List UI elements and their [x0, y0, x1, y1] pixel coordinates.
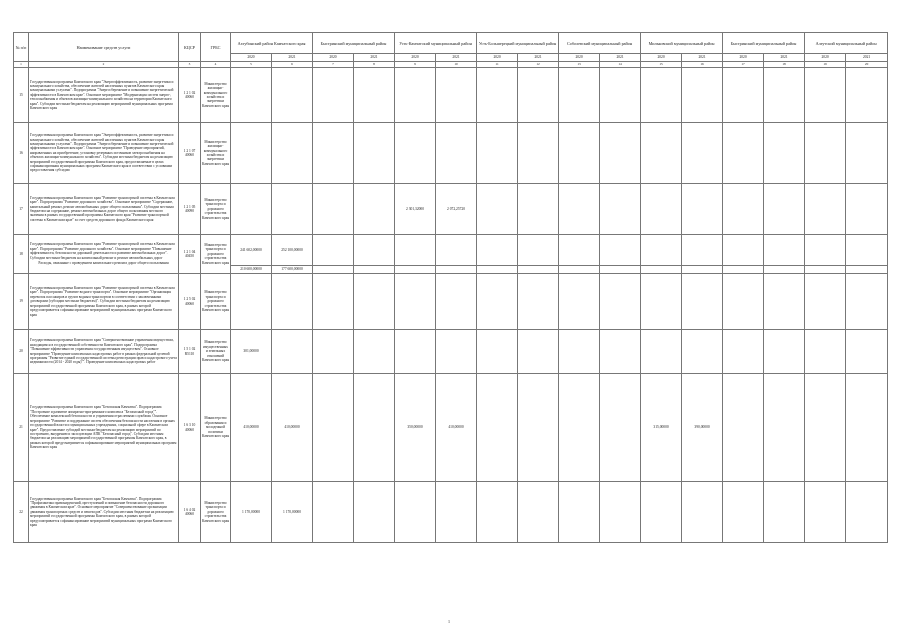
- column-number: 5: [231, 62, 272, 68]
- value-cell: [682, 330, 723, 374]
- description-text: Государственная программа Камчатского края "Развитие транспортной системы в Камчатском крае". Подпрограмма "Развитие дорожного хозяйства". Основное мероприятие "Содержание, капитальный ремонт, ремонт автомобильных дорог общего пользования". Субсидии местным бюджетам на содержание, ремонт автомобильных дорог общего пользования местного значения в рамках государственной программы Камчатского края "Развитие транспортной системы в Камчатском крае" за счет средств дорожного фонда Камчатского края: [30, 195, 175, 222]
- value-cell: [518, 68, 559, 123]
- value-cell: [518, 274, 559, 330]
- value-cell: [477, 235, 518, 266]
- year-header: 2020: [395, 54, 436, 62]
- column-number: 10: [436, 62, 477, 68]
- column-number: 3: [179, 62, 201, 68]
- value-cell: [641, 274, 682, 330]
- value-cell: [600, 235, 641, 266]
- value-cell: [764, 482, 805, 543]
- value-cell: [723, 374, 764, 482]
- value-cell: [518, 482, 559, 543]
- row-responsible: Министерство жилищно-коммунального хозяйства и энергетики Камчатского края: [201, 68, 231, 123]
- value-cell: [354, 374, 395, 482]
- year-header: 2020: [313, 54, 354, 62]
- row-responsible: Министерство транспорта и дорожного строительства Камчатского края: [201, 274, 231, 330]
- header-row: [14, 33, 888, 54]
- value-cell: [313, 68, 354, 123]
- district-header: Мильковский муниципальный район: [641, 33, 723, 54]
- table-row: [14, 482, 888, 543]
- col-name-header: Наименование средств услуги: [29, 33, 179, 62]
- value-cell: [846, 123, 888, 184]
- value-cell: [600, 482, 641, 543]
- row-description: [29, 482, 179, 543]
- year-header: 2020: [231, 54, 272, 62]
- value-cell: [354, 235, 395, 266]
- row-responsible: Министерство жилищно-коммунального хозяйства и энергетики Камчатского края: [201, 123, 231, 184]
- value-cell: [518, 123, 559, 184]
- value-cell: [518, 235, 559, 266]
- value-cell: 210 600,00000: [231, 266, 272, 274]
- value-cell: [600, 123, 641, 184]
- row-kbk: 1 2 1 05 40090: [179, 184, 201, 235]
- row-description: [29, 68, 179, 123]
- row-description: [29, 123, 179, 184]
- value-cell: [436, 274, 477, 330]
- description-text: Государственная программа Камчатского края "Развитие транспортной системы в Камчатском крае". Подпрограмма "Развитие дорожного хозяйства". Основное мероприятие "Повышение эффективности, безопасности дорожной деятельности и развитие автомобильных дорог". Субсидии местным бюджетам на капитальный ремонт и ремонт автомобильных дорог: [30, 242, 175, 260]
- value-cell: [231, 274, 272, 330]
- column-number: 1: [14, 62, 29, 68]
- value-cell: [436, 123, 477, 184]
- district-header: Быстринский муниципальный район: [313, 33, 395, 54]
- value-cell: [641, 184, 682, 235]
- value-cell: [477, 482, 518, 543]
- value-cell: [559, 266, 600, 274]
- year-header: 2020: [805, 54, 846, 62]
- column-number: 6: [272, 62, 313, 68]
- value-cell: [846, 184, 888, 235]
- column-number: 12: [518, 62, 559, 68]
- value-cell: [764, 274, 805, 330]
- value-cell: [518, 266, 559, 274]
- value-cell: [518, 330, 559, 374]
- table-row: [14, 374, 888, 482]
- value-cell: [559, 68, 600, 123]
- col-kbk-header: КЦСР: [179, 33, 201, 62]
- value-cell: [559, 235, 600, 266]
- value-cell: 301,00000: [231, 330, 272, 374]
- value-cell: [477, 266, 518, 274]
- column-number: 20: [846, 62, 888, 68]
- description-text: Государственная программа Камчатского края "Развитие транспортной системы в Камчатском крае". Подпрограмма "Развитие водного транспорта". Основное мероприятие "Организация перевозок пассажиров и грузов водным транспортом в соответствии с заключенными договорами (субсидии местным бюджетам)". Субсидии местным бюджетам на реализацию мероприятий государственной программы Камчатского края, в рамках которой предусматривается софинансирование мероприятий муниципальных программ Камчатского края: [30, 286, 175, 317]
- value-cell: [805, 274, 846, 330]
- year-header: 2021: [682, 54, 723, 62]
- value-cell: [682, 235, 723, 266]
- row-kbk: 1 2 1 02 40060: [179, 68, 201, 123]
- value-cell: [395, 235, 436, 266]
- value-cell: [436, 68, 477, 123]
- value-cell: [600, 184, 641, 235]
- district-header: Алеутский муниципальный район: [805, 33, 888, 54]
- value-cell: [600, 266, 641, 274]
- row-description: [29, 374, 179, 482]
- value-cell: [805, 266, 846, 274]
- value-cell: [846, 330, 888, 374]
- column-number: 8: [354, 62, 395, 68]
- value-cell: [559, 374, 600, 482]
- value-cell: [805, 68, 846, 123]
- district-header: Усть-Камчатский муниципальный район: [395, 33, 477, 54]
- value-cell: [805, 330, 846, 374]
- column-number: 7: [313, 62, 354, 68]
- column-number: 13: [559, 62, 600, 68]
- year-header: 2020: [559, 54, 600, 62]
- value-cell: [641, 330, 682, 374]
- column-number: 18: [764, 62, 805, 68]
- row-number: 22: [14, 482, 29, 543]
- value-cell: [764, 68, 805, 123]
- value-cell: [600, 274, 641, 330]
- value-cell: [436, 482, 477, 543]
- value-cell: [846, 235, 888, 266]
- year-header: 2021: [272, 54, 313, 62]
- col-num-header: № п/п: [14, 33, 29, 62]
- value-cell: [313, 482, 354, 543]
- value-cell: [682, 266, 723, 274]
- table-row: [14, 274, 888, 330]
- year-header: 2021: [764, 54, 805, 62]
- value-cell: [436, 266, 477, 274]
- district-header: Ахтубинский район Камчатского края: [231, 33, 313, 54]
- column-number: 2: [29, 62, 179, 68]
- value-cell: [477, 123, 518, 184]
- value-cell: [436, 235, 477, 266]
- year-header: 2021: [600, 54, 641, 62]
- table-body: [14, 68, 888, 543]
- value-cell: [723, 330, 764, 374]
- table-row: [14, 123, 888, 184]
- column-number: 14: [600, 62, 641, 68]
- value-cell: [682, 184, 723, 235]
- value-cell: [600, 374, 641, 482]
- value-cell: [395, 68, 436, 123]
- value-cell: [641, 68, 682, 123]
- row-responsible: Министерство транспорта и дорожного строительства Камчатского края: [201, 482, 231, 543]
- description-text: Государственная программа Камчатского края "Совершенствование управления имуществом, находящимся в государственной собственности Камчатского края". Подпрограмма "Повышение эффективности управления государственным имуществом". Основное мероприятие "Проведение комплексных кадастровых работ в рамках федеральной целевой программы "Развитие единой государственной системы регистрации прав и кадастрового учета недвижимости (2014 - 2020 годы)"". Проведение комплексных кадастровых работ: [30, 338, 177, 365]
- value-cell: [436, 330, 477, 374]
- row-number: 21: [14, 374, 29, 482]
- column-number: 15: [641, 62, 682, 68]
- page-number: 1: [448, 619, 450, 624]
- row-kbk: 1 6 4 02 40060: [179, 482, 201, 543]
- value-cell: [805, 235, 846, 266]
- value-cell: [559, 482, 600, 543]
- value-cell: [395, 274, 436, 330]
- value-cell: [846, 274, 888, 330]
- value-cell: [313, 330, 354, 374]
- year-header: 2021: [846, 54, 888, 62]
- row-number: 19: [14, 274, 29, 330]
- description-text: Государственная программа Камчатского края "Энергоэффективность, развитие энергетики и коммунального хозяйства, обеспечение жителей населенных пунктов Камчатского края коммунальными услугами". Подпрограмма "Энергосбережение и повышение энергетической эффективности в Камчатском крае". Основное мероприятие "Модернизация систем энерго-, теплоснабжения и объектов жилищно-коммунального хозяйства на территории Камчатского края". Субсидии местным бюджетам на реализацию мероприятий муниципальных программ Камчатского края: [30, 79, 174, 111]
- value-cell: [477, 374, 518, 482]
- row-number: 16: [14, 123, 29, 184]
- year-header: 2021: [518, 54, 559, 62]
- value-cell: [272, 68, 313, 123]
- table-row: [14, 68, 888, 123]
- value-cell: [354, 123, 395, 184]
- row-kbk: 1 2 1 07 40060: [179, 123, 201, 184]
- value-cell: [764, 266, 805, 274]
- value-cell: [682, 482, 723, 543]
- value-cell: [723, 266, 764, 274]
- value-cell: [682, 68, 723, 123]
- value-cell: [231, 184, 272, 235]
- value-cell: [764, 123, 805, 184]
- value-cell: [600, 68, 641, 123]
- value-cell: [231, 123, 272, 184]
- row-kbk: 1 5 1 02 R5110: [179, 330, 201, 374]
- value-cell: [354, 274, 395, 330]
- value-cell: [354, 330, 395, 374]
- row-number: 17: [14, 184, 29, 235]
- value-cell: [313, 274, 354, 330]
- column-number: 16: [682, 62, 723, 68]
- row-responsible: Министерство образования и молодежной политики Камчатского края: [201, 374, 231, 482]
- value-cell: [354, 184, 395, 235]
- row-kbk: 1 2 1 04 40450: [179, 235, 201, 274]
- column-number: 4: [201, 62, 231, 68]
- value-cell: [641, 123, 682, 184]
- value-cell: 177 600,00000: [272, 266, 313, 274]
- value-cell: 1 170,00000: [231, 482, 272, 543]
- value-cell: [805, 184, 846, 235]
- year-header: 2021: [354, 54, 395, 62]
- column-number: 11: [477, 62, 518, 68]
- row-description: [29, 184, 179, 235]
- year-header: 2020: [477, 54, 518, 62]
- value-cell: 410,00000: [272, 374, 313, 482]
- row-responsible: Министерство транспорта и дорожного строительства Камчатского края: [201, 235, 231, 274]
- value-cell: [559, 330, 600, 374]
- value-cell: [313, 266, 354, 274]
- col-grbs-header: ГРБС: [201, 33, 231, 62]
- value-cell: [272, 184, 313, 235]
- value-cell: [846, 68, 888, 123]
- value-cell: [723, 123, 764, 184]
- value-cell: [559, 123, 600, 184]
- value-cell: 1 170,00000: [272, 482, 313, 543]
- district-header: Быстринский муниципальный район: [723, 33, 805, 54]
- value-cell: [395, 123, 436, 184]
- value-cell: 350,00000: [395, 374, 436, 482]
- description-text: Государственная программа Камчатского края "Энергоэффективность, развитие энергетики и коммунального хозяйства, обеспечение жителей населенных пунктов Камчатского края коммунальными услугами". Подпрограмма "Энергосбережение и повышение энергетической эффективности в Камчатском крае". Основное мероприятие "Проведение мероприятий, направленных на приобретение, установку резервных источников электроснабжения на объектах жилищно-коммунального хозяйства". Субсидии местным бюджетам на реализацию мероприятий государственной программы Камчатского края, предоставляемые в целях софинансирования муниципальных программ Камчатского края в соответствии с условиями предоставления субсидии: [30, 133, 174, 173]
- value-cell: [600, 330, 641, 374]
- value-cell: [846, 374, 888, 482]
- row-responsible: Министерство имущественных и земельных отношений Камчатского края: [201, 330, 231, 374]
- value-cell: [723, 274, 764, 330]
- value-cell: [395, 266, 436, 274]
- value-cell: 315,00000: [641, 374, 682, 482]
- row-number: 15: [14, 68, 29, 123]
- row-description: [29, 235, 179, 274]
- value-cell: [805, 482, 846, 543]
- value-cell: 410,00000: [436, 374, 477, 482]
- row-description: [29, 274, 179, 330]
- value-cell: [641, 266, 682, 274]
- row-number: 20: [14, 330, 29, 374]
- description-text: Государственная программа Камчатского края "Безопасная Камчатка". Подпрограмма "Построение и развитие аппаратно-программного комплекса "Безопасный город"". Обеспечение комплексной безопасности и управления отраслевыми службами. Основное мероприятие "Развитие и поддержание систем обеспечения безопасности населения в органах государственной власти и муниципальных учреждениях, социальной сфере в Камчатском крае". Предоставление субсидий местным бюджетам на реализацию мероприятий по построению, внедрению и эксплуатации АПК "Безопасный город". Субсидии местным бюджетам на реализацию мероприятий государственной программы Камчатского края, в рамках которой предусматривается софинансирование мероприятий муниципальных программ Камчатского края: [30, 405, 177, 450]
- year-header: 2021: [436, 54, 477, 62]
- value-cell: [846, 266, 888, 274]
- value-cell: [477, 68, 518, 123]
- table-row: [14, 184, 888, 235]
- value-cell: [559, 184, 600, 235]
- value-cell: [764, 374, 805, 482]
- value-cell: [477, 330, 518, 374]
- year-header: 2020: [723, 54, 764, 62]
- value-cell: [354, 266, 395, 274]
- value-cell: [682, 123, 723, 184]
- table-row: [14, 235, 888, 266]
- value-cell: [477, 274, 518, 330]
- value-cell: 2 301,32000: [395, 184, 436, 235]
- value-cell: [518, 184, 559, 235]
- value-cell: [231, 68, 272, 123]
- value-cell: [313, 374, 354, 482]
- column-number: 17: [723, 62, 764, 68]
- value-cell: [477, 184, 518, 235]
- value-cell: 241 602,00000: [231, 235, 272, 266]
- value-cell: 2 072,25720: [436, 184, 477, 235]
- value-cell: [641, 482, 682, 543]
- table-row: [14, 330, 888, 374]
- value-cell: [764, 330, 805, 374]
- value-cell: [846, 482, 888, 543]
- value-cell: [395, 330, 436, 374]
- column-number: 19: [805, 62, 846, 68]
- value-cell: [723, 68, 764, 123]
- value-cell: [272, 123, 313, 184]
- value-cell: [313, 123, 354, 184]
- value-cell: 410,00000: [231, 374, 272, 482]
- value-cell: [518, 374, 559, 482]
- value-cell: [764, 235, 805, 266]
- value-cell: [395, 482, 436, 543]
- value-cell: [313, 235, 354, 266]
- value-cell: [723, 235, 764, 266]
- value-cell: [272, 274, 313, 330]
- district-header: Усть-Большерецкий муниципальный район: [477, 33, 559, 54]
- district-header: Соболевский муниципальный район: [559, 33, 641, 54]
- description-text: Государственная программа Камчатского края "Безопасная Камчатка". Подпрограмма "Профилактика правонарушений, преступлений и повышение безопасности дорожного движения в Камчатском крае". Основное мероприятие "Совершенствование организации движения транспортных средств и пешеходов". Субсидии местным бюджетам на реализацию мероприятий государственной программы Камчатского края, в рамках которой предусматривается софинансирование мероприятий муниципальных программ Камчатского края: [30, 496, 174, 528]
- value-cell: [272, 330, 313, 374]
- value-cell: 252 100,00000: [272, 235, 313, 266]
- value-cell: [723, 184, 764, 235]
- value-cell: [723, 482, 764, 543]
- value-cell: [805, 374, 846, 482]
- description-subtext: Расходы, связанные с проведением капитального ремонта дорог общего пользования: [38, 261, 169, 266]
- value-cell: [641, 235, 682, 266]
- row-description: [29, 330, 179, 374]
- column-number: 9: [395, 62, 436, 68]
- row-responsible: Министерство транспорта и дорожного строительства Камчатского края: [201, 184, 231, 235]
- year-header: 2020: [641, 54, 682, 62]
- budget-table: [13, 32, 888, 543]
- value-cell: [764, 184, 805, 235]
- row-number: 18: [14, 235, 29, 274]
- value-cell: [682, 274, 723, 330]
- value-cell: 390,00000: [682, 374, 723, 482]
- row-kbk: 1 6 3 10 40060: [179, 374, 201, 482]
- value-cell: [354, 482, 395, 543]
- value-cell: [313, 184, 354, 235]
- value-cell: [354, 68, 395, 123]
- value-cell: [805, 123, 846, 184]
- value-cell: [559, 274, 600, 330]
- row-kbk: 1 2 5 02 40060: [179, 274, 201, 330]
